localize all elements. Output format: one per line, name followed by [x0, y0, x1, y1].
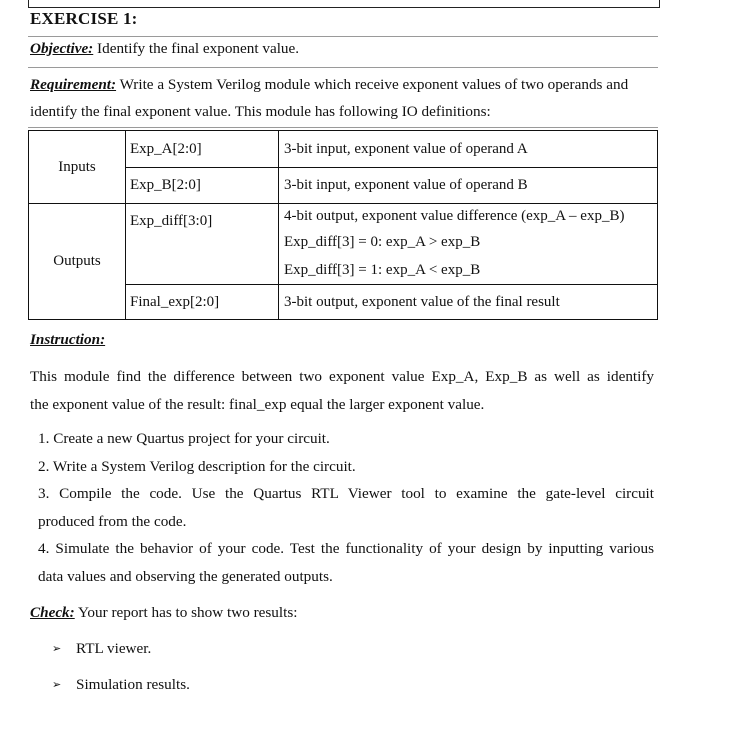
list-item	[52, 672, 190, 708]
requirement-line-2: identify the final exponent value. This module has following IO definitions:	[30, 103, 491, 120]
check-item-label: Simulation results.	[76, 676, 190, 693]
check-label: Check:	[30, 604, 75, 621]
signal-description-detail: Exp_diff[3] = 0: exp_A > exp_B	[284, 234, 481, 250]
signal-description: 3-bit input, exponent value of operand B	[284, 177, 528, 193]
signal-cell	[126, 204, 279, 285]
instruction-heading	[30, 331, 105, 349]
objective-paragraph	[30, 40, 299, 58]
exercise-box-border	[28, 0, 660, 8]
description-cell	[279, 168, 658, 204]
divider	[28, 127, 658, 128]
objective-label: Objective:	[30, 40, 94, 57]
list-item: produced from the code.	[38, 512, 187, 530]
exercise-title: EXERCISE 1:	[30, 9, 138, 28]
list-item: 4. Simulate the behavior of your code. Test the functionality of your design by inputting various	[38, 540, 654, 557]
requirement-text: Write a System Verilog module which receive exponent values of two operands and	[116, 76, 629, 93]
signal-cell	[126, 131, 279, 168]
instruction-line-1: This module find the difference between two exponent value Exp_A, Exp_B as well as identify	[30, 368, 654, 385]
inputs-group-label: Inputs	[29, 131, 126, 204]
signal-description-detail: Exp_diff[3] = 1: exp_A < exp_B	[284, 262, 481, 278]
signal-cell	[126, 168, 279, 204]
signal-description: 3-bit output, exponent value of the final result	[284, 294, 560, 310]
arrow-bullet-icon: ➢	[52, 643, 62, 655]
check-list	[52, 636, 190, 708]
list-item: 3. Compile the code. Use the Quartus RTL Viewer tool to examine the gate-level circuit	[38, 485, 654, 502]
signal-name: Final_exp[2:0]	[130, 294, 220, 310]
list-item: 1. Create a new Quartus project for your circuit.	[38, 430, 330, 447]
description-cell	[279, 204, 658, 285]
signal-name: Exp_A[2:0]	[130, 141, 202, 157]
check-item-label: RTL viewer.	[76, 640, 152, 657]
table-row	[29, 204, 658, 285]
objective-text: Identify the final exponent value.	[93, 40, 300, 57]
signal-name: Exp_diff[3:0]	[130, 213, 213, 229]
instruction-line-2: the exponent value of the result: final_exp equal the larger exponent value.	[30, 396, 485, 413]
signal-description: 4-bit output, exponent value difference (exp_A – exp_B)	[284, 208, 625, 224]
instruction-steps	[38, 425, 654, 590]
io-definitions-table	[28, 130, 658, 320]
outputs-group-label: Outputs	[29, 204, 126, 320]
list-item	[52, 636, 190, 672]
arrow-bullet-icon: ➢	[52, 679, 62, 691]
list-item: data values and observing the generated outputs.	[38, 567, 333, 585]
signal-name: Exp_B[2:0]	[130, 177, 201, 193]
description-cell	[279, 131, 658, 168]
check-text: Your report has to show two results:	[74, 604, 298, 621]
list-item: 2. Write a System Verilog description for the circuit.	[38, 457, 356, 475]
signal-description: 3-bit input, exponent value of operand A	[284, 141, 528, 157]
requirement-line-1	[30, 76, 628, 94]
table-row	[29, 131, 658, 168]
requirement-label: Requirement:	[30, 76, 117, 93]
description-cell	[279, 285, 658, 320]
divider	[28, 67, 658, 68]
check-paragraph	[30, 604, 297, 622]
signal-cell	[126, 285, 279, 320]
divider	[28, 36, 658, 37]
instruction-label: Instruction:	[30, 331, 106, 348]
